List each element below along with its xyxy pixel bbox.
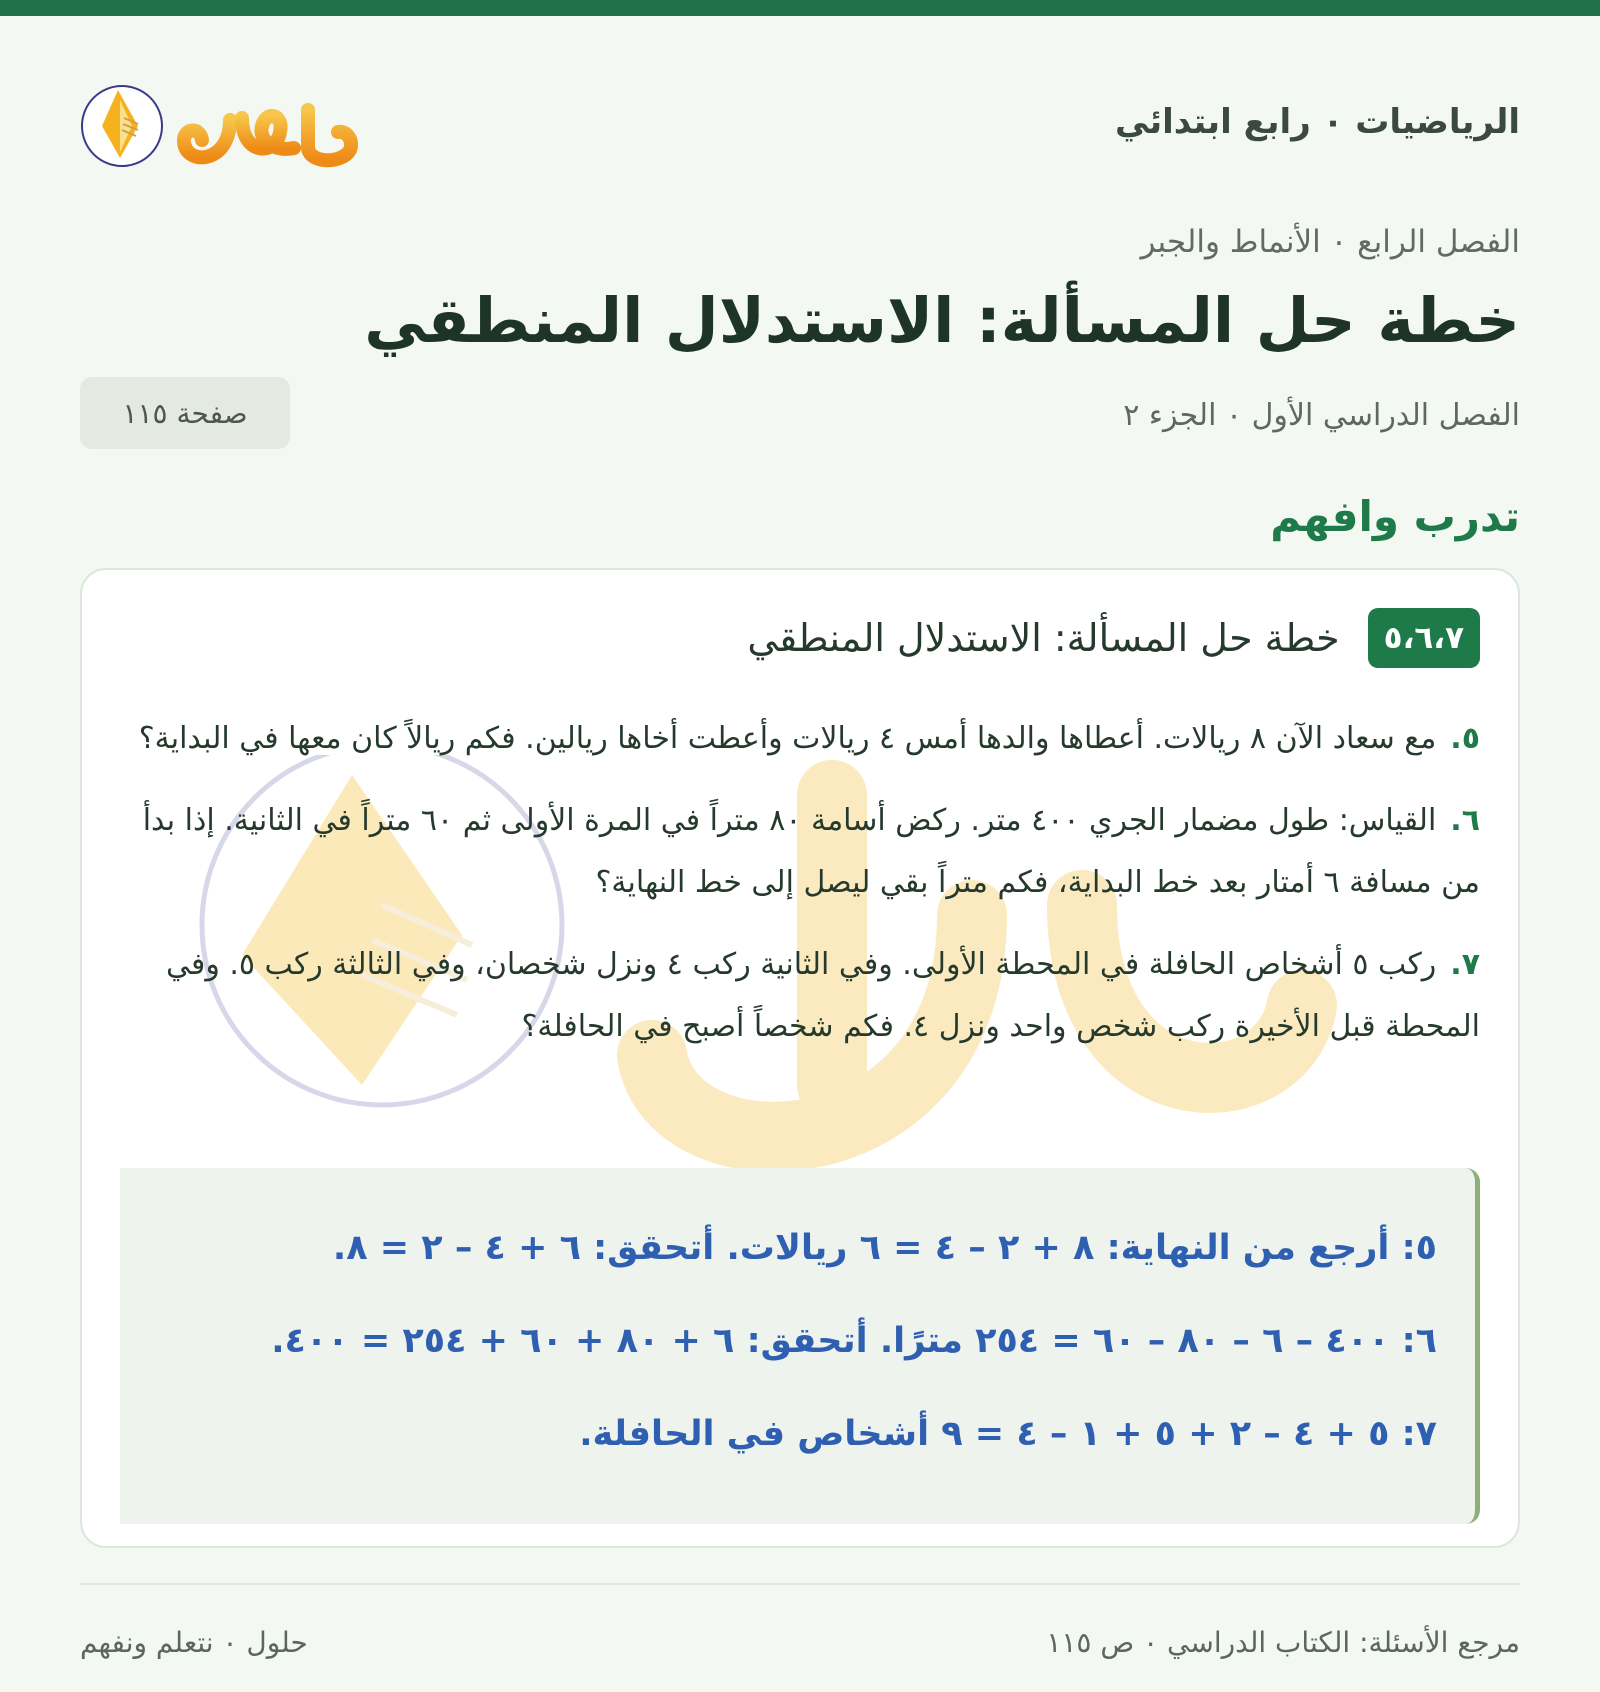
answer-line: ٥: أرجع من النهاية: ٨ + ٢ – ٤ = ٦ ريالات. أتحقق: ٦ + ٤ – ٢ = ٨. [332, 1228, 1437, 1268]
question-text: القياس: طول مضمار الجري ٤٠٠ متر. ركض أسامة ٨٠ متراً في المرة الأولى ثم ٦٠ متراً في الثانية. إذا بدأ من مسافة ٦ أمتار بعد خط البداية، فكم متراً بقي ليصل إلى خط النهاية؟ [142, 803, 1480, 900]
footer-reference: مرجع الأسئلة: الكتاب الدراسي ٠ ص ١١٥ [1046, 1626, 1520, 1659]
question-numbers-badge: ٥،٦،٧ [1368, 608, 1480, 668]
question-text: ركب ٥ أشخاص الحافلة في المحطة الأولى. وفي الثانية ركب ٤ ونزل شخصان، وفي الثالثة ركب ٥. وفي المحطة قبل الأخيرة ركب شخص واحد ونزل ٤. فكم شخصاً أصبح في الحافلة؟ [165, 947, 1480, 1044]
top-accent-bar [0, 0, 1600, 16]
section-title: تدرب وافهم [1270, 492, 1520, 541]
page-number-badge: صفحة ١١٥ [80, 377, 290, 449]
footer-tagline: حلول ٠ نتعلم ونفهم [80, 1626, 308, 1659]
subject-label: الرياضيات ٠ رابع ابتدائي [1114, 102, 1520, 142]
brand-logo[interactable] [80, 70, 380, 180]
card-header [747, 608, 1480, 668]
answer-box [120, 1168, 1480, 1524]
brand-logo-icon [80, 70, 380, 180]
footer-divider [80, 1583, 1520, 1585]
question-number: ٥. [1450, 721, 1480, 756]
question-item [120, 790, 1480, 914]
term-label: الفصل الدراسي الأول ٠ الجزء ٢ [1123, 398, 1520, 433]
breadcrumb: الفصل الرابع ٠ الأنماط والجبر [1140, 224, 1520, 260]
question-number: ٦. [1450, 803, 1480, 838]
question-number: ٧. [1450, 947, 1480, 982]
question-item [120, 934, 1480, 1058]
page-title: خطة حل المسألة: الاستدلال المنطقي [364, 284, 1520, 357]
card-title: خطة حل المسألة: الاستدلال المنطقي [747, 616, 1340, 660]
answer-line: ٧: ٥ + ٤ – ٢ + ٥ + ١ – ٤ = ٩ أشخاص في الحافلة. [579, 1414, 1437, 1454]
question-list [120, 708, 1480, 1078]
answer-line: ٦: ٤٠٠ – ٦ – ٨٠ – ٦٠ = ٢٥٤ مترًا. أتحقق: ٦ + ٨٠ + ٦٠ + ٢٥٤ = ٤٠٠. [271, 1321, 1437, 1361]
exercise-card [80, 568, 1520, 1548]
question-item [120, 708, 1480, 770]
question-text: مع سعاد الآن ٨ ريالات. أعطاها والدها أمس ٤ ريالات وأعطت أخاها ريالين. فكم ريالاً كان معها في البداية؟ [138, 721, 1437, 756]
